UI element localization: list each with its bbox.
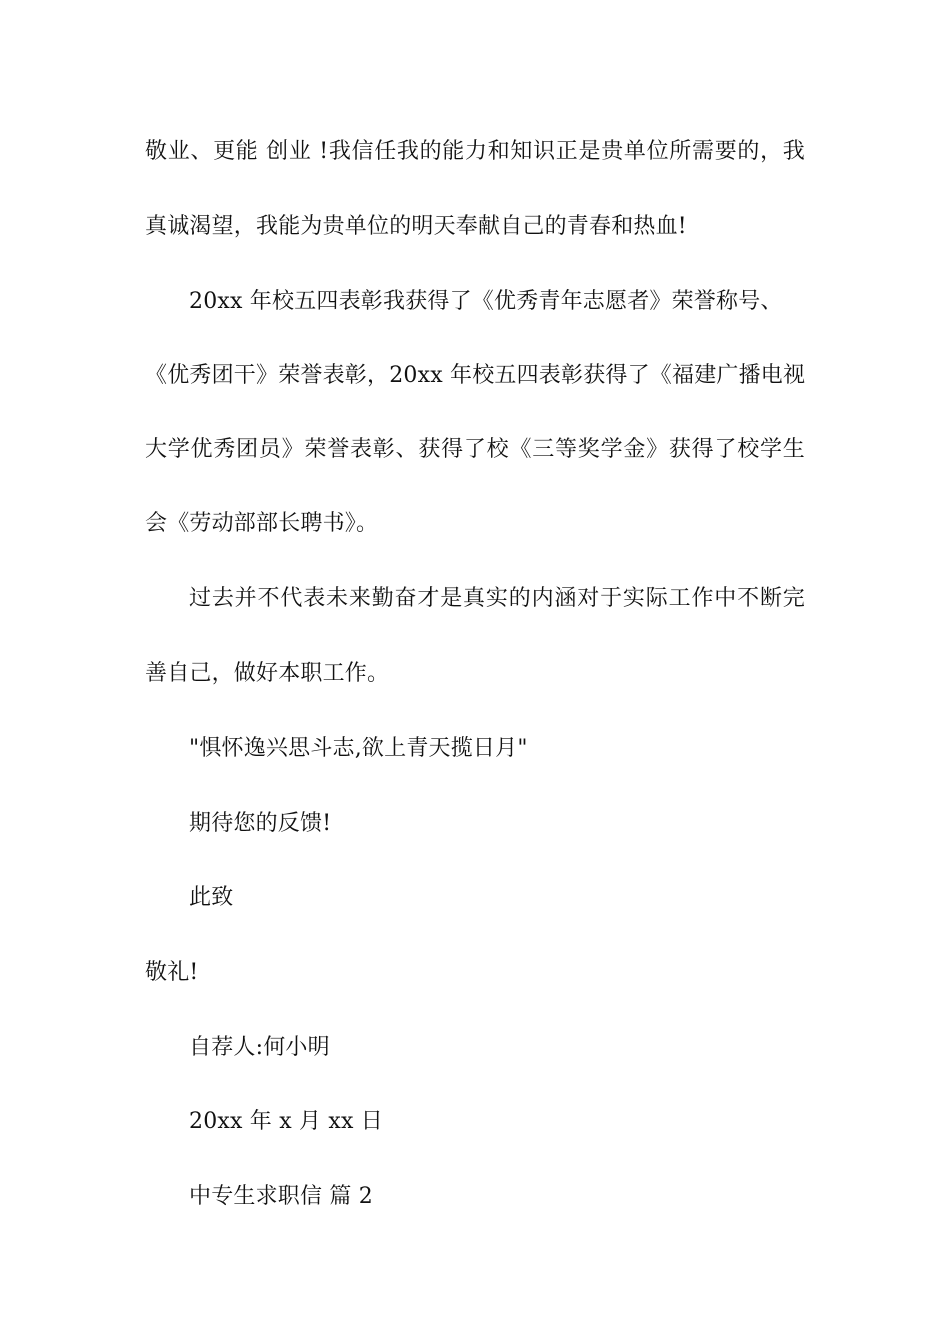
quote-line: "惧怀逸兴思斗志,欲上青天揽日月"	[189, 736, 528, 761]
paragraph-2-line-1: 20xx 年校五四表彰我获得了《优秀青年志愿者》荣誉称号、	[189, 289, 783, 314]
closing-request: 期待您的反馈!	[189, 811, 332, 836]
paragraph-2-line-4: 会《劳动部部长聘书》。	[145, 511, 379, 536]
next-section-title: 中专生求职信 篇 2	[189, 1184, 373, 1209]
salutation-jingli: 敬礼!	[145, 960, 199, 985]
date-line: 20xx 年 x 月 xx 日	[189, 1109, 383, 1134]
paragraph-1-line-1: 敬业、更能 创业 !我信任我的能力和知识正是贵单位所需要的，我	[145, 139, 805, 164]
paragraph-2-line-2: 《优秀团干》荣誉表彰，20xx 年校五四表彰获得了《福建广播电视	[145, 363, 806, 388]
paragraph-3-line-2: 善自己，做好本职工作。	[145, 661, 390, 686]
paragraph-2-line-3: 大学优秀团员》荣誉表彰、获得了校《三等奖学金》获得了校学生	[145, 437, 805, 462]
paragraph-3-line-1: 过去并不代表未来勤奋才是真实的内涵对于实际工作中不断完	[189, 586, 805, 611]
salutation-cizhi: 此致	[189, 885, 234, 910]
paragraph-1-line-2: 真诚渴望，我能为贵单位的明天奉献自己的青春和热血!	[145, 214, 687, 239]
signature-line: 自荐人:何小明	[189, 1035, 330, 1060]
